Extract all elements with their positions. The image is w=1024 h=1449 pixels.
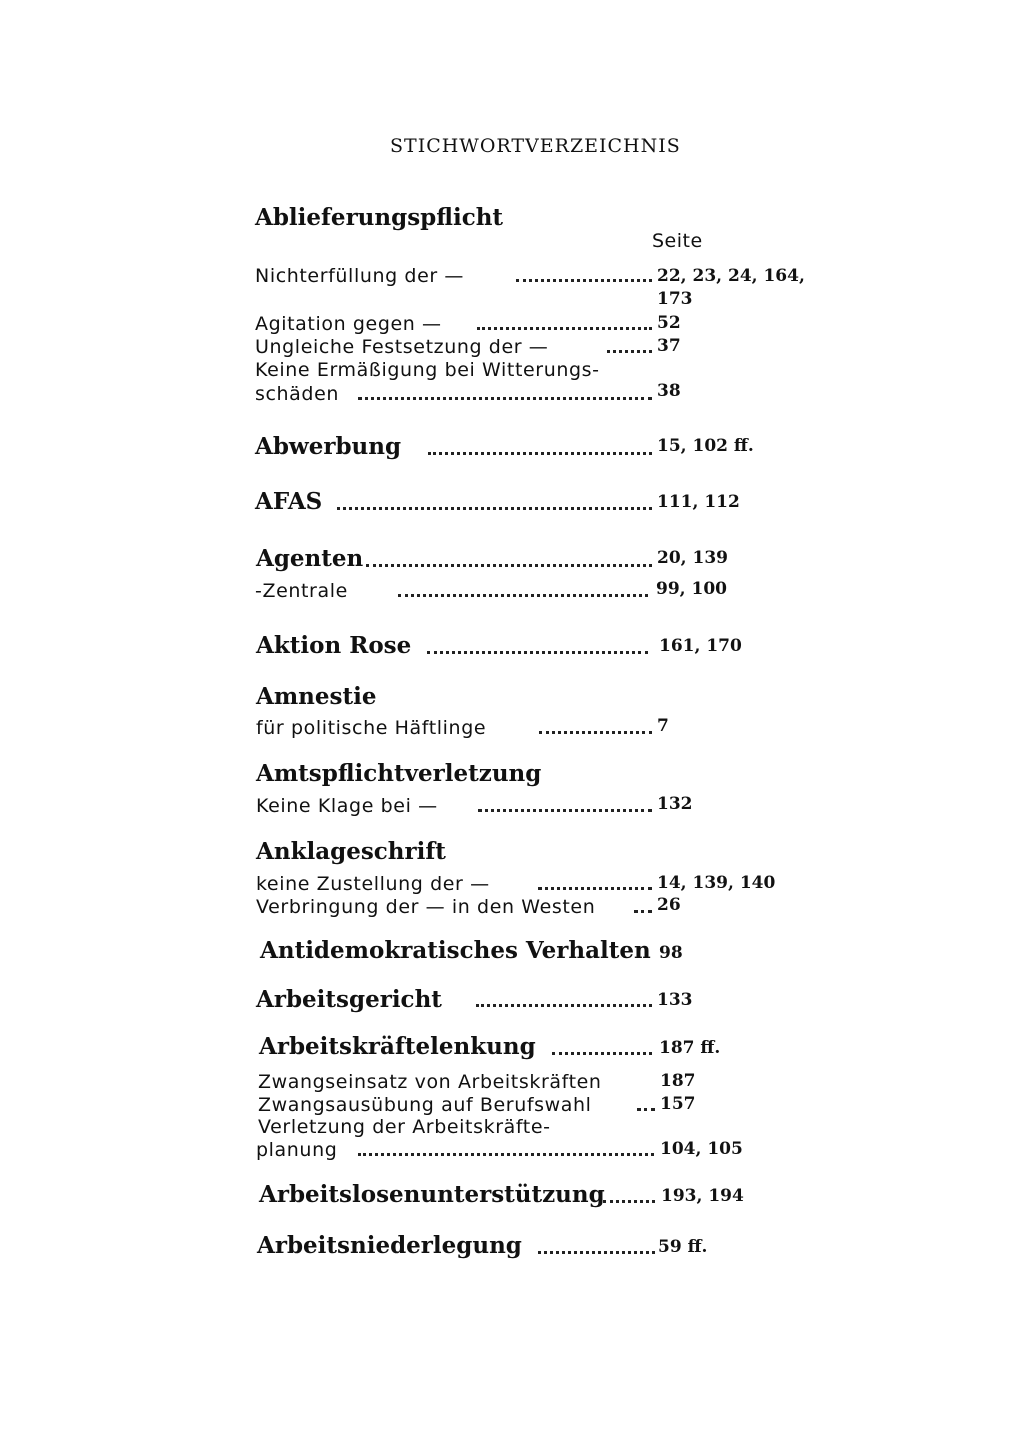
page-numbers: 187 ff. <box>659 1038 721 1058</box>
leader-dots <box>538 1251 655 1254</box>
leader-dots <box>366 564 652 567</box>
page-numbers: 161, 170 <box>659 636 742 656</box>
sub-entry-cont: schäden <box>255 383 340 405</box>
sub-entry: -Zentrale <box>255 580 348 602</box>
entry-heading: Anklageschrift <box>256 838 446 865</box>
leader-dots <box>427 651 648 654</box>
page-numbers: 99, 100 <box>656 579 727 599</box>
page-numbers: 157 <box>660 1094 696 1114</box>
entry-heading: Amnestie <box>256 683 377 710</box>
seite-label: Seite <box>652 230 703 252</box>
page-numbers: 14, 139, 140 <box>657 873 776 893</box>
leader-dots <box>607 350 652 353</box>
entry-heading: Aktion Rose <box>256 632 412 659</box>
page-numbers: 133 <box>657 990 693 1010</box>
sub-entry: Zwangsausübung auf Berufswahl <box>258 1094 592 1116</box>
entry-heading: Amtspflichtverletzung <box>256 760 542 787</box>
sub-entry: Keine Ermäßigung bei Witterungs- <box>255 359 600 381</box>
entry-heading: Ablieferungspflicht <box>255 204 504 231</box>
leader-dots <box>358 397 652 400</box>
leader-dots <box>428 452 652 455</box>
page-numbers: 193, 194 <box>661 1186 744 1206</box>
leader-dots <box>552 1052 652 1055</box>
entry-heading: Antidemokratisches Verhalten <box>260 937 651 964</box>
page-numbers: 26 <box>657 895 681 915</box>
sub-entry: Keine Klage bei — <box>256 795 438 817</box>
leader-dots <box>476 1004 652 1007</box>
entry-heading: Arbeitskräftelenkung <box>259 1033 536 1060</box>
index-title: STICHWORTVERZEICHNIS <box>390 135 681 157</box>
leader-dots <box>337 507 652 510</box>
entry-heading: Arbeitsgericht <box>256 986 442 1013</box>
page-numbers: 59 ff. <box>658 1237 708 1257</box>
page-numbers: 111, 112 <box>657 492 740 512</box>
sub-entry-cont: planung <box>256 1139 338 1161</box>
leader-dots <box>398 594 648 597</box>
page-numbers: 187 <box>660 1071 696 1091</box>
page-numbers: 22, 23, 24, 164, <box>657 266 805 286</box>
page-numbers: 38 <box>657 381 681 401</box>
page-numbers: 37 <box>657 336 681 356</box>
entry-heading: Arbeitsniederlegung <box>257 1232 522 1259</box>
sub-entry: Nichterfüllung der — <box>255 265 465 287</box>
sub-entry: für politische Häftlinge <box>256 717 487 739</box>
sub-entry: Verletzung der Arbeitskräfte- <box>258 1116 551 1138</box>
leader-dots <box>478 809 652 812</box>
leader-dots <box>358 1153 654 1156</box>
page-numbers: 132 <box>657 794 693 814</box>
leader-dots <box>637 1108 655 1111</box>
leader-dots <box>634 910 652 913</box>
page-numbers: 104, 105 <box>660 1139 743 1159</box>
sub-entry: Ungleiche Festsetzung der — <box>255 336 549 358</box>
sub-entry: Verbringung der — in den Westen <box>256 896 596 918</box>
leader-dots <box>477 327 652 330</box>
leader-dots <box>538 887 652 890</box>
page-numbers: 98 <box>659 943 683 963</box>
entry-heading: Arbeitslosenunterstützung <box>259 1181 605 1208</box>
page-numbers: 20, 139 <box>657 548 728 568</box>
leader-dots <box>516 279 652 282</box>
page-numbers: 15, 102 ff. <box>657 436 754 456</box>
sub-entry: Zwangseinsatz von Arbeitskräften <box>258 1071 602 1093</box>
page-numbers: 52 <box>657 313 681 333</box>
leader-dots <box>539 731 652 734</box>
entry-heading: Agenten <box>256 545 364 572</box>
page-numbers: 7 <box>657 716 669 736</box>
leader-dots <box>603 1200 655 1203</box>
entry-heading: Abwerbung <box>255 433 402 460</box>
sub-entry: keine Zustellung der — <box>256 873 490 895</box>
entry-heading: AFAS <box>255 488 323 515</box>
page-numbers-cont: 173 <box>657 289 693 309</box>
sub-entry: Agitation gegen — <box>255 313 442 335</box>
